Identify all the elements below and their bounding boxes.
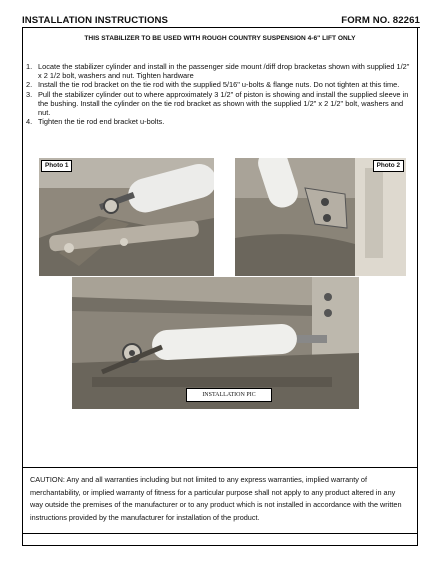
step-text: Locate the stabilizer cylinder and install in the passenger side mount /diff drop bracketas shown with supplied 1/2" x 2 1/2 bolt, washers and nut. Tighten hardware [38,62,410,81]
step-text: Tighten the tie rod end bracket u-bolts. [38,117,165,127]
document-title: INSTALLATION INSTRUCTIONS [22,15,169,26]
step-number: 3. [26,89,33,99]
step-text: Install the tie rod bracket on the tie rod with the supplied 5/16" u-bolts & flange nuts. Do not tighten at this time. [38,80,400,90]
step-item [26,80,410,89]
bottom-rule [22,533,418,534]
form-number: FORM NO. 82261 [341,15,420,26]
photo-2 [235,158,406,276]
photo-2-label: Photo 2 [373,160,404,172]
photo-1 [39,158,214,276]
photo-1-image [39,158,214,276]
step-number: 2. [26,80,33,90]
header [22,12,420,26]
step-number: 1. [26,62,33,71]
installation-photo-label: INSTALLATION PIC [186,388,272,402]
step-number: 4. [26,117,33,127]
step-text: Pull the stabilizer cylinder out to where approximately 3 1/2" of piston is showing and install the supplied sleeve in the bushing. Install the cylinder on the tie rod bracket as shown with the supplied 1/2" x 2 1/2" bolt, washers and nut. [38,89,409,118]
photo-1-label: Photo 1 [41,160,72,172]
subtitle: THIS STABILIZER TO BE USED WITH ROUGH COUNTRY SUSPENSION 4-6" LIFT ONLY [84,35,356,42]
step-item [26,90,410,118]
photo-2-image [235,158,406,276]
caution-text: CAUTION: Any and all warranties including but not limited to any express warranties, implied warranty of merchantability, or implied warranty of fitness for a particular purpose shall not apply to any product altered in any way outside the premises of the manufacturer or to any product which is not installed in accordance with the written instructions provided by the manufacturer for installation of the product. [30,475,402,522]
steps-list [26,62,410,126]
step-item [26,62,410,80]
step-item [26,117,410,126]
caution-rule [22,467,418,468]
